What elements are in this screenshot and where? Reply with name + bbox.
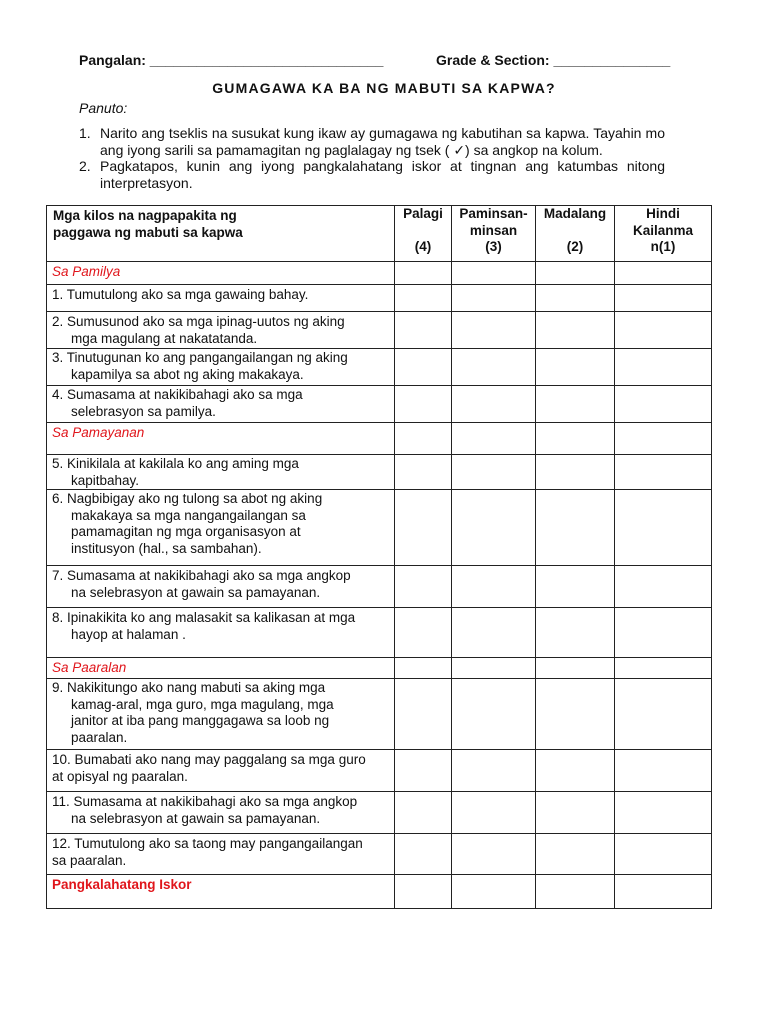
item-text: pamamagitan ng mga organisasyon at [71,524,301,539]
check-cell[interactable] [395,658,452,679]
instruction-number: 1. [79,125,91,141]
check-cell[interactable] [452,566,536,608]
check-cell[interactable] [395,262,452,285]
check-cell[interactable] [452,386,536,423]
check-cell[interactable] [615,349,712,386]
check-cell[interactable] [452,349,536,386]
check-cell[interactable] [395,792,452,834]
grade-section-field-label: Grade & Section: _______________ [436,52,671,68]
item-text: 6. Nagbibigay ako ng tulong sa abot ng aking [52,491,323,506]
check-cell[interactable] [395,566,452,608]
table-row [47,750,712,792]
item-text: 3. Tinutugunan ko ang pangangailangan ng aking [52,350,348,365]
check-cell[interactable] [536,386,615,423]
check-cell[interactable] [395,608,452,658]
table-row [47,312,712,349]
header-hindi-kailanman: Hindi Kailanma n(1) [615,206,712,262]
total-cell[interactable] [536,875,615,909]
check-cell[interactable] [615,608,712,658]
header-paminsan-minsan: Paminsan- minsan (3) [452,206,536,262]
check-cell[interactable] [615,750,712,792]
check-cell[interactable] [452,679,536,750]
check-cell[interactable] [452,658,536,679]
check-cell[interactable] [615,679,712,750]
check-cell[interactable] [452,455,536,490]
check-cell[interactable] [615,285,712,312]
check-cell[interactable] [615,566,712,608]
check-cell[interactable] [615,792,712,834]
check-cell[interactable] [536,566,615,608]
item-text: 10. Bumabati ako nang may paggalang sa mga guro [52,752,366,767]
section-row [47,658,712,679]
item-text: kamag-aral, mga guro, mga magulang, mga [71,696,334,712]
instructions-heading: Panuto: [79,100,128,116]
item-text: makakaya sa mga nangangailangan sa [71,507,306,523]
check-cell[interactable] [452,285,536,312]
check-cell[interactable] [615,262,712,285]
table-row [47,349,712,386]
check-cell[interactable] [395,834,452,875]
check-cell[interactable] [536,658,615,679]
check-cell[interactable] [395,285,452,312]
item-text: 11. Sumasama at nakikibahagi ako sa mga angkop [52,794,358,809]
check-cell[interactable] [536,312,615,349]
check-cell[interactable] [452,312,536,349]
item-text: janitor at iba pang manggagawa sa loob ng [71,713,330,728]
check-cell[interactable] [452,423,536,455]
item-text: na selebrasyon at gawain sa pamayanan. [71,584,321,600]
instruction-item [79,158,665,191]
check-cell[interactable] [452,750,536,792]
item-text: na selebrasyon at gawain sa pamayanan. [71,810,321,826]
table-row [47,490,712,566]
check-cell[interactable] [452,490,536,566]
check-cell[interactable] [615,423,712,455]
table-row [47,566,712,608]
check-cell[interactable] [536,750,615,792]
check-cell[interactable] [452,834,536,875]
item-text: 12. Tumutulong ako sa taong may pangangailangan [52,836,363,851]
check-cell[interactable] [615,455,712,490]
check-cell[interactable] [395,679,452,750]
table-row [47,285,712,312]
check-cell[interactable] [452,608,536,658]
check-cell[interactable] [615,312,712,349]
item-text: institusyon (hal., sa sambahan). [71,540,262,556]
item-text: kapitbahay. [71,472,140,488]
check-cell[interactable] [395,750,452,792]
check-cell[interactable] [395,349,452,386]
item-text: 8. Ipinakikita ko ang malasakit sa kalikasan at mga [52,610,356,625]
check-cell[interactable] [395,490,452,566]
table-row [47,834,712,875]
item-text: 9. Nakikitungo ako nang mabuti sa aking mga [52,680,326,695]
table-row [47,608,712,658]
item-text: 7. Sumasama at nakikibahagi ako sa mga angkop [52,568,351,583]
section-label-pamilya: Sa Pamilya [52,264,121,279]
item-text: sa paaralan. [52,852,127,868]
item-text: paaralan. [71,729,128,745]
item-text: selebrasyon sa pamilya. [71,403,216,419]
check-cell[interactable] [395,423,452,455]
item-text: mga magulang at nakatatanda. [71,330,258,346]
check-cell[interactable] [536,349,615,386]
check-cell[interactable] [615,386,712,423]
item-text: 4. Sumasama at nakikibahagi ako sa mga [52,387,303,402]
check-cell[interactable] [536,423,615,455]
section-row [47,262,712,285]
instruction-number: 2. [79,158,91,174]
check-cell[interactable] [615,490,712,566]
check-cell[interactable] [536,490,615,566]
page-title: GUMAGAWA KA BA NG MABUTI SA KAPWA? [212,80,556,96]
check-cell[interactable] [536,679,615,750]
item-text: 5. Kinikilala at kakilala ko ang aming mga [52,456,299,471]
check-cell[interactable] [536,455,615,490]
total-score-label: Pangkalahatang Iskor [52,877,192,892]
name-field-label: Pangalan: ______________________________ [79,52,384,68]
table-row [47,679,712,750]
item-text: 1. Tumutulong ako sa mga gawaing bahay. [52,287,309,302]
check-cell[interactable] [536,834,615,875]
check-cell[interactable] [536,792,615,834]
section-label-pamayanan: Sa Pamayanan [52,425,145,440]
header-palagi: Palagi (4) [395,206,452,262]
table-header-row [47,206,712,262]
checklist-table [46,205,712,909]
instructions-list [79,125,665,191]
total-cell[interactable] [452,875,536,909]
item-text: hayop at halaman . [71,626,186,642]
check-cell[interactable] [536,262,615,285]
check-cell[interactable] [452,262,536,285]
header-madalang: Madalang (2) [536,206,615,262]
table-row [47,792,712,834]
table-row [47,386,712,423]
check-cell[interactable] [395,455,452,490]
header-actions: Mga kilos na nagpapakita ng paggawa ng mabuti sa kapwa [47,206,395,262]
section-row [47,423,712,455]
check-cell[interactable] [615,834,712,875]
item-text: at opisyal ng paaralan. [52,768,188,784]
check-cell[interactable] [395,386,452,423]
table-row [47,455,712,490]
instruction-item [79,125,665,158]
check-cell[interactable] [615,658,712,679]
instruction-text: Narito ang tseklis na susukat kung ikaw ay gumagawa ng kabutihan sa kapwa. Tayahin mo ang iyong sarili sa pamamagitan ng paglalagay ng tsek ( ✓) sa angkop na kolum. [100,125,665,158]
check-cell[interactable] [395,312,452,349]
check-cell[interactable] [536,608,615,658]
section-label-paaralan: Sa Paaralan [52,660,127,675]
item-text: 2. Sumusunod ako sa mga ipinag-uutos ng aking [52,314,345,329]
total-row [47,875,712,909]
total-cell[interactable] [395,875,452,909]
item-text: kapamilya sa abot ng aking makakaya. [71,366,304,382]
total-cell[interactable] [615,875,712,909]
instruction-text: Pagkatapos, kunin ang iyong pangkalahatang iskor at tingnan ang katumbas nitong interpretasyon. [100,158,665,191]
check-cell[interactable] [536,285,615,312]
check-cell[interactable] [452,792,536,834]
